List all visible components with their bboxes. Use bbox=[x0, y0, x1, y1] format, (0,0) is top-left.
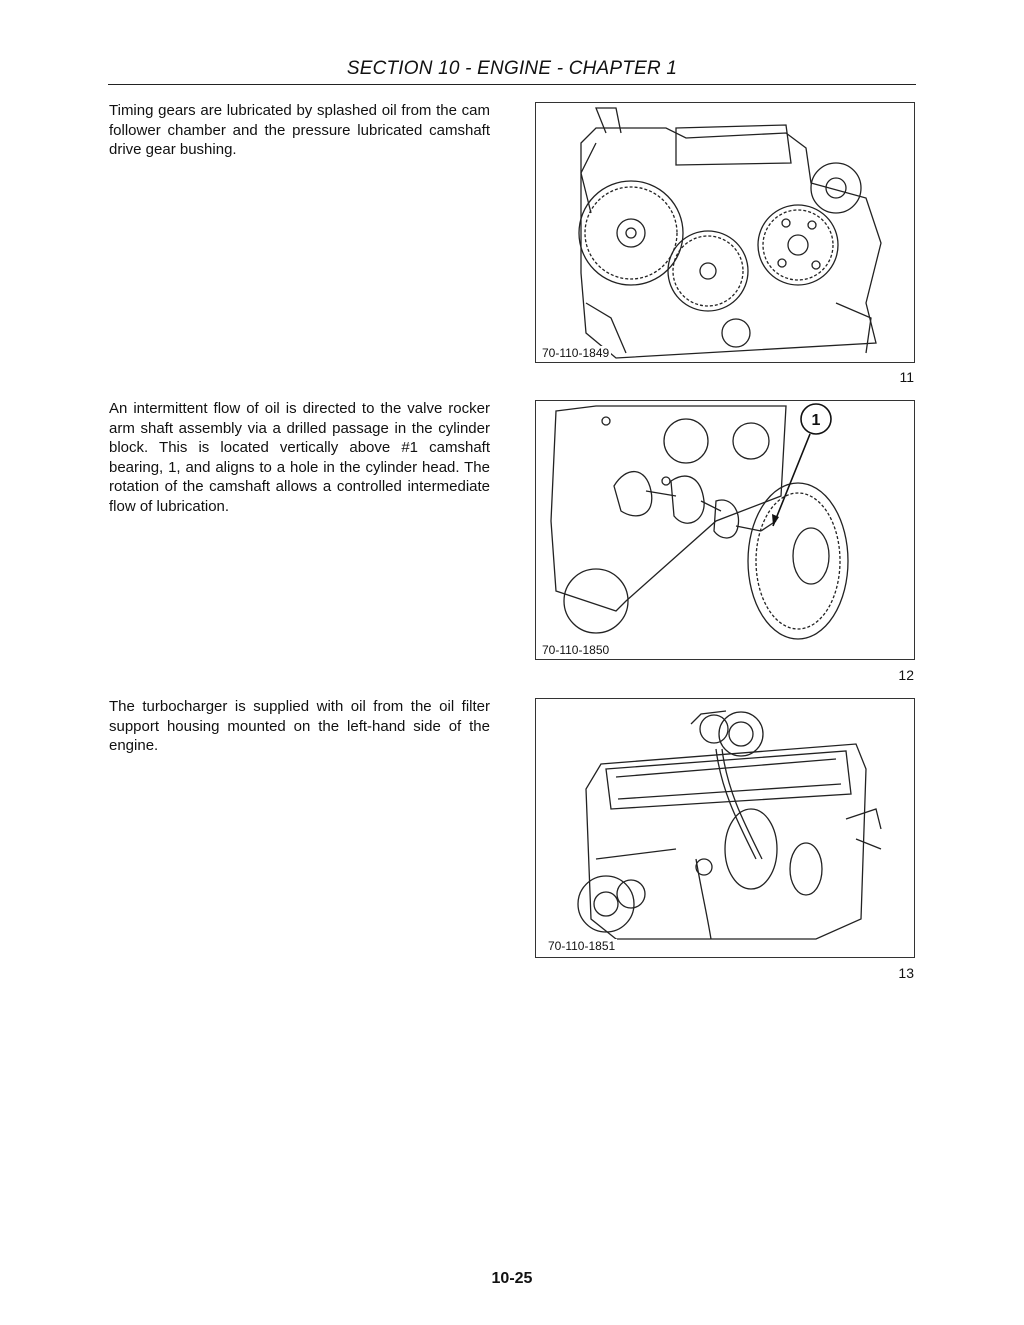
figure-camshaft bbox=[535, 400, 915, 660]
figure-number: 13 bbox=[898, 965, 914, 981]
camshaft-illustration bbox=[536, 401, 914, 659]
section-header bbox=[108, 58, 916, 85]
page-number: 10-25 bbox=[491, 1270, 533, 1287]
figure-turbocharger-engine bbox=[535, 698, 915, 958]
callout-label: 1 bbox=[811, 412, 821, 429]
figure-ref-code: 70-110-1849 bbox=[542, 346, 610, 360]
figure-number: 12 bbox=[898, 667, 914, 683]
timing-gears-illustration bbox=[536, 103, 914, 362]
figure-number: 11 bbox=[899, 369, 914, 385]
paragraph-rocker-arm-oil: An intermittent flow of oil is directed to the valve rocker arm shaft assembly via a drilled passage in the cylinder block. This is located vertically above #1 camshaft bearing, 1, and aligns to a hole in the cylinder head. The rotation of the camshaft allows a controlled intermediate flow of lubrication. bbox=[109, 400, 490, 515]
paragraph-turbocharger-oil: The turbocharger is supplied with oil from the oil filter support housing mounted on the left-hand side of the engine. bbox=[109, 698, 490, 754]
figure-ref-code: 70-110-1850 bbox=[542, 643, 610, 657]
figure-ref-code: 70-110-1851 bbox=[548, 939, 616, 953]
callout-leader bbox=[773, 434, 810, 526]
section-title: SECTION 10 - ENGINE - CHAPTER 1 bbox=[346, 58, 678, 79]
figure-timing-gears bbox=[535, 102, 915, 363]
paragraph-timing-gears: Timing gears are lubricated by splashed oil from the cam follower chamber and the pressure lubricated camshaft drive gear bushing. bbox=[109, 102, 490, 158]
engine-turbocharger-illustration bbox=[536, 699, 914, 957]
